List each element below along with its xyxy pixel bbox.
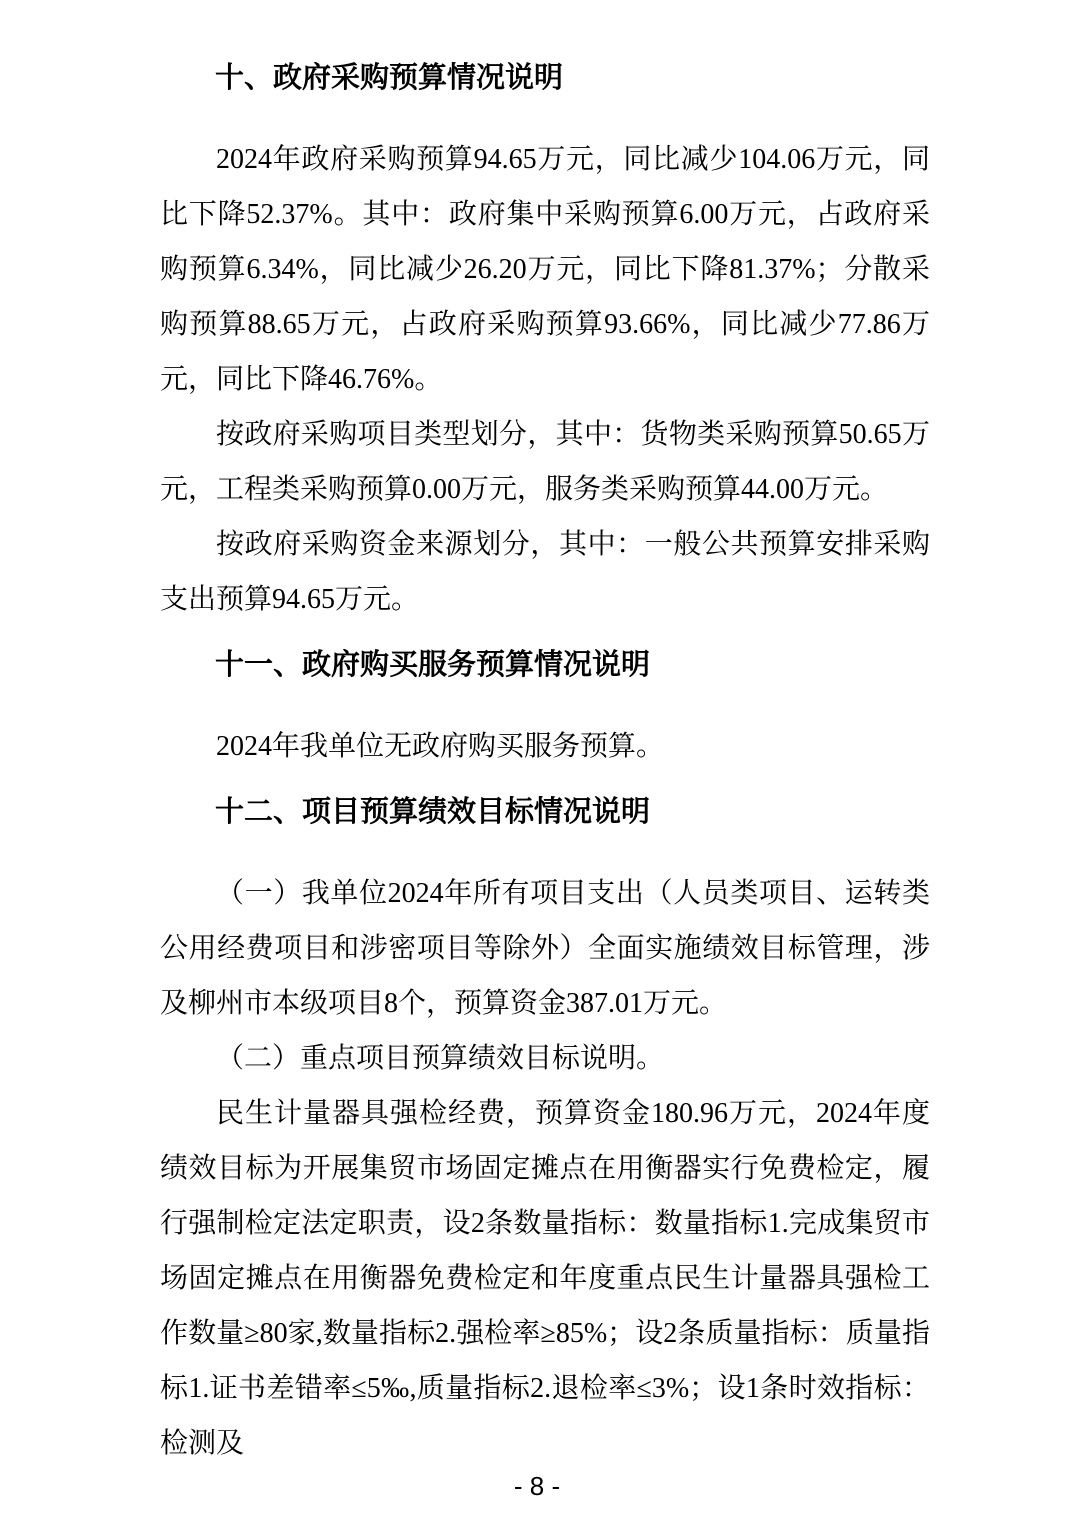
paragraph-key-project-performance-intro: （二）重点项目预算绩效目标说明。 [216,1043,665,1074]
section-heading-government-procurement-budget: 十、政府采购预算情况说明 [215,62,564,94]
paragraph-performance-target-management: （一）我单位2024年所有项目支出（人员类项目、运转类公用经费项目和涉密项目等除外）全面实施绩效目标管理，涉及柳州市本级项目8个，预算资金387.01万元。 [160,878,930,1019]
section-heading-project-budget-performance-targets: 十二、项目预算绩效目标情况说明 [215,796,651,828]
paragraph-procurement-by-project-type: 按政府采购项目类型划分，其中：货物类采购预算50.65万元，工程类采购预算0.00万元，服务类采购预算44.00万元。 [160,419,930,505]
paragraph-procurement-overview: 2024年政府采购预算94.65万元，同比减少104.06万元，同比下降52.37%。其中：政府集中采购预算6.00万元，占政府采购预算6.34%，同比减少26.20万元，同比下降81.37%；分散采购预算88.65万元，占政府采购预算93.66%，同比减少77.86万元，同比下降46.76%。 [160,144,930,395]
paragraph-metrology-inspection-funds: 民生计量器具强检经费，预算资金180.96万元，2024年度绩效目标为开展集贸市场固定摊点在用衡器实行免费检定，履行强制检定法定职责，设2条数量指标：数量指标1.完成集贸市场固定摊点在用衡器免费检定和年度重点民生计量器具强检工作数量≥80家,数量指标2.强检率≥85%；设2条质量指标：质量指标1.证书差错率≤5‰,质量指标2.退检率≤3%；设1条时效指标：检测及 [160,1098,930,1459]
paragraph-purchased-services: 2024年我单位无政府购买服务预算。 [216,731,665,762]
section-heading-government-purchased-services-budget: 十一、政府购买服务预算情况说明 [215,649,651,681]
paragraph-procurement-by-fund-source: 按政府采购资金来源划分，其中：一般公共预算安排采购支出预算94.65万元。 [160,529,930,615]
page-number: - 8 - [513,1471,561,1501]
